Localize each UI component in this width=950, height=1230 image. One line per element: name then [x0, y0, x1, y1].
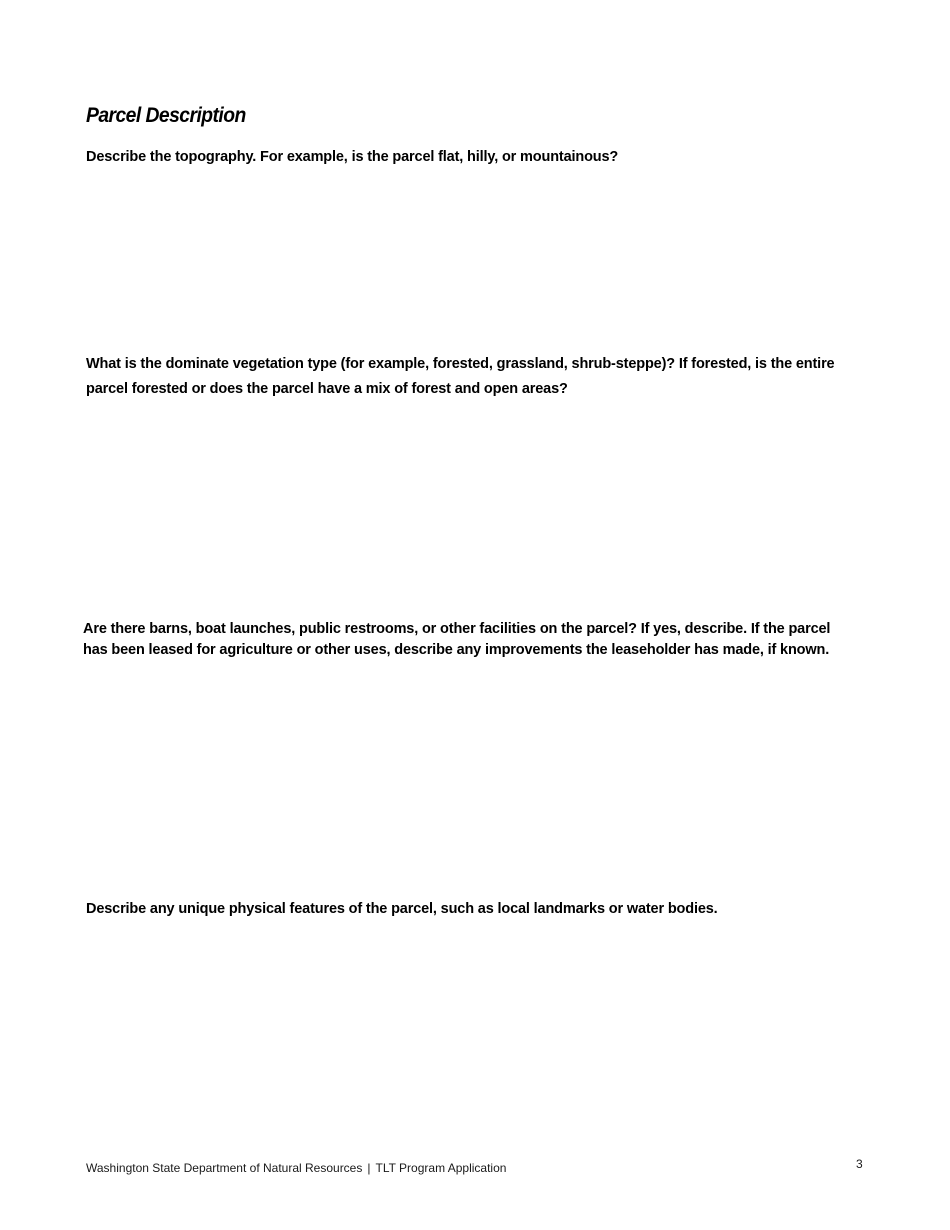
- question-physical-features: Describe any unique physical features of the parcel, such as local landmarks or water bodies.: [86, 901, 718, 917]
- footer-document-name: TLT Program Application: [375, 1161, 507, 1175]
- question-topography: Describe the topography. For example, is the parcel flat, hilly, or mountainous?: [86, 149, 619, 165]
- answer-area-vegetation[interactable]: [86, 405, 866, 605]
- question-vegetation: What is the dominate vegetation type (for example, forested, grassland, shrub-steppe)? If forested, is the entire parcel forested or does the parcel have a mix of forest and open areas?: [86, 356, 835, 397]
- footer-organization: Washington State Department of Natural Resources: [86, 1161, 363, 1175]
- question-facilities: Are there barns, boat launches, public restrooms, or other facilities on the parcel? If yes, describe. If the parcel has been leased for agriculture or other uses, describe any improvements the leaseholder has made, if known.: [83, 621, 831, 658]
- page-number: 3: [856, 1157, 863, 1171]
- section-title: Parcel Description: [86, 104, 246, 127]
- footer-separator: |: [367, 1161, 371, 1175]
- page-footer: [86, 1161, 506, 1175]
- answer-area-facilities[interactable]: [86, 685, 866, 885]
- answer-area-physical-features[interactable]: [86, 925, 866, 1135]
- answer-area-topography[interactable]: [86, 175, 866, 340]
